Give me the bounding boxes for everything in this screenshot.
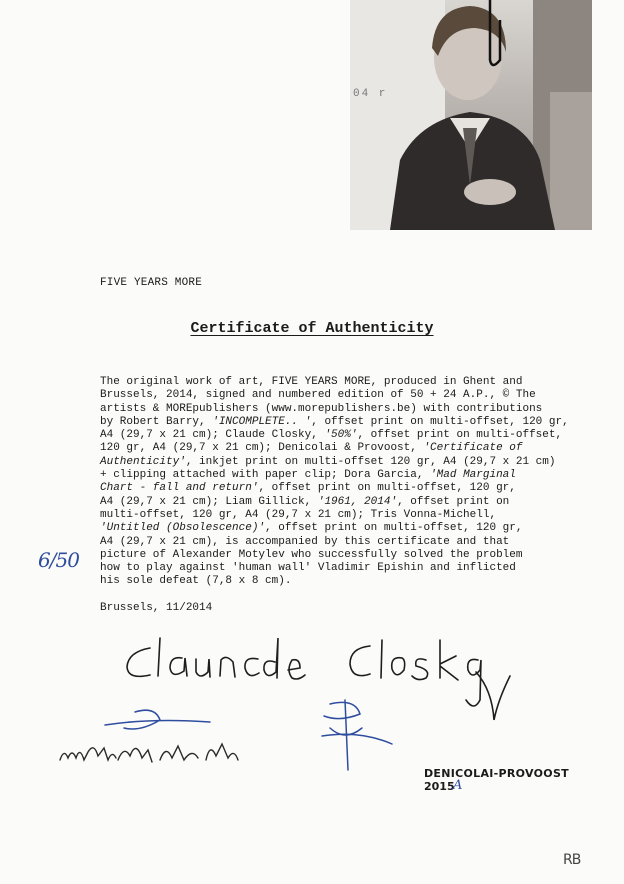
- body-text-segment: + clipping attached with paper clip; Dora Garcia,: [100, 469, 431, 482]
- body-text-segment: , offset print on multi-offset, 120 gr,: [265, 522, 523, 535]
- body-text-segment: how to play against 'human wall' Vladimir Epishin and inflicted: [100, 562, 516, 575]
- body-text-segment: , offset print on: [397, 495, 510, 508]
- body-text-segment: A4 (29,7 x 21 cm); Liam Gillick,: [100, 495, 318, 508]
- body-text-segment: Brussels, 2014, signed and numbered edition of 50 + 24 A.P., © The: [100, 389, 536, 402]
- body-text-segment: The original work of art, FIVE YEARS MORE, produced in Ghent and: [100, 376, 523, 388]
- work-title: 'Untitled (Obsolescence)': [100, 522, 266, 535]
- work-title: 'INCOMPLETE.. ': [212, 415, 312, 428]
- edition-number: 6/50: [38, 548, 79, 572]
- photo-mark: 04 r: [353, 88, 388, 100]
- body-text-segment: , offset print on multi-offset,: [357, 429, 563, 442]
- body-text-segment: artists & MOREpublishers (www.morepublishers.be) with contributions: [100, 402, 543, 415]
- work-title: '1961, 2014': [317, 495, 398, 508]
- stamp-gallery-name: DENICOLAI-PROVOOST: [424, 767, 569, 780]
- body-text-segment: A4 (29,7 x 21 cm), is accompanied by this certificate and that: [100, 535, 510, 548]
- body-text-segment: 120 gr, A4 (29,7 x 21 cm); Denicolai & Provoost,: [100, 442, 424, 455]
- work-title: 'Certificate of: [423, 442, 523, 455]
- place-date: Brussels, 11/2014: [100, 602, 213, 614]
- body-text-segment: picture of Alexander Motylev who successfully solved the problem: [100, 548, 523, 561]
- signature-scribble: [60, 744, 238, 762]
- work-title: '50%': [324, 429, 358, 442]
- body-text-segment: , inkjet print on multi-offset 120 gr, A4 (29,7 x 21 cm): [185, 455, 556, 468]
- header-title: FIVE YEARS MORE: [100, 277, 203, 289]
- body-text-segment: , offset print on multi-offset, 120 gr,: [311, 415, 569, 428]
- body-text-segment: multi-offset, 120 gr, A4 (29,7 x 21 cm); Tris Vonna-Michell,: [100, 508, 497, 521]
- body-text-segment: by Robert Barry,: [100, 415, 213, 428]
- work-title: Authenticity': [100, 455, 186, 468]
- work-title: Chart - fall and return': [100, 482, 259, 495]
- body-text-segment: A4 (29,7 x 21 cm); Claude Closky,: [100, 429, 325, 442]
- work-title: 'Mad Marginal: [430, 469, 516, 482]
- body-text-segment: his sole defeat (7,8 x 8 cm).: [100, 575, 292, 588]
- certificate-heading: Certificate of Authenticity: [190, 320, 434, 337]
- body-text-segment: , offset print on multi-offset, 120 gr,: [258, 482, 516, 495]
- handwritten-initials: RB: [563, 852, 581, 868]
- signature-claude-closky: [127, 638, 510, 720]
- stamp-year-suffix: A: [453, 778, 463, 793]
- signature-blue-mark: [322, 700, 392, 770]
- signature-blue-initials: [105, 710, 210, 729]
- stamp-year: 2015: [424, 780, 455, 793]
